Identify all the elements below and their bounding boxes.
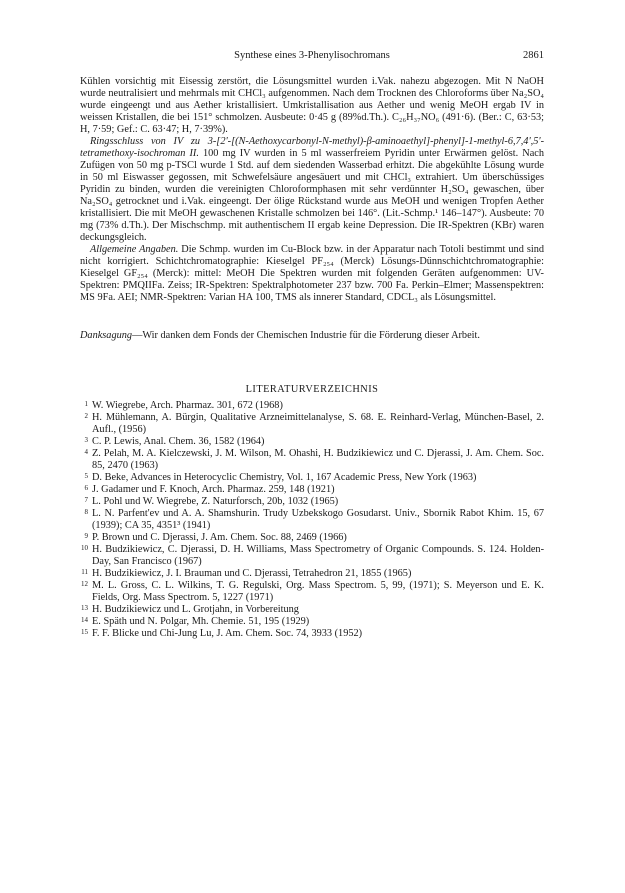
paragraph-ring-closure — [80, 136, 544, 244]
reference-item — [80, 628, 544, 640]
reference-number: 1 — [84, 400, 88, 408]
reference-number: 4 — [84, 448, 88, 456]
reference-number: 10 — [81, 544, 88, 552]
reference-number: 14 — [81, 616, 88, 624]
reference-text: W. Wiegrebe, Arch. Pharmaz. 301, 672 (1968) — [92, 400, 283, 411]
page-number: 2861 — [523, 50, 544, 61]
reference-number: 3 — [84, 436, 88, 444]
reference-number: 12 — [81, 580, 88, 588]
reference-item — [80, 508, 544, 532]
reference-text: H. Budzikiewicz, C. Djerassi, D. H. Williams, Mass Spectrometry of Organic Compounds. S. 124. Holden-Day, San Francisco (1967) — [92, 544, 544, 567]
references-title: LITERATURVERZEICHNIS — [245, 384, 379, 395]
reference-number: 15 — [81, 628, 88, 636]
reference-item — [80, 532, 544, 544]
reference-item — [80, 412, 544, 436]
body-text — [80, 76, 544, 640]
reference-text: L. N. Parfent'ev und A. A. Shamshurin. Trudy Uzbekskogo Gosudarst. Univ., Sbornik Rabot Khim. 15, 67 (1939); CA 35, 4351³ (1941) — [92, 508, 544, 531]
reference-item — [80, 436, 544, 448]
reference-number: 6 — [84, 484, 88, 492]
reference-item — [80, 400, 544, 412]
general-details-heading: Allgemeine Angaben. — [90, 244, 179, 255]
reference-item — [80, 580, 544, 604]
reference-text: H. Budzikiewicz, J. I. Brauman und C. Djerassi, Tetrahedron 21, 1855 (1965) — [92, 568, 412, 579]
paragraph-workup: Kühlen vorsichtig mit Eisessig zerstört, die Lösungsmittel wurden i.Vak. nahezu abgezogen. Mit N NaOH wurde neutralisiert und mehrmals mit CHCl₃ aufgenommen. Nach dem Trocknen des Chloroforms über Na₂SO₄ wurde eingeengt und aus Aether kristallisiert. Umkristallisation aus Aether und wenig MeOH ergab IV in weissen Kristallen, die bei 151° schmolzen. Ausbeute: 0·45 g (89%d.Th.). C₂₆H₃₇NO₆ (491·6). (Ber.: C, 63·53; H, 7·59; Gef.: C. 63·47; H, 7·39%). — [80, 76, 544, 135]
reference-text: H. Budzikiewicz und L. Grotjahn, in Vorbereitung — [92, 604, 299, 615]
reference-item — [80, 568, 544, 580]
acknowledgement-label: Danksagung — [80, 330, 133, 341]
reference-item — [80, 472, 544, 484]
reference-text: H. Mühlemann, A. Bürgin, Qualitative Arzneimittelanalyse, S. 68. E. Reinhard-Verlag, München-Basel, 2. Aufl., (1956) — [92, 412, 544, 435]
reference-number: 5 — [84, 472, 88, 480]
reference-item — [80, 496, 544, 508]
reference-number: 2 — [84, 412, 88, 420]
reference-number: 8 — [84, 508, 88, 516]
reference-text: P. Brown und C. Djerassi, J. Am. Chem. Soc. 88, 2469 (1966) — [92, 532, 347, 543]
reference-number: 11 — [81, 568, 88, 576]
reference-text: C. P. Lewis, Anal. Chem. 36, 1582 (1964) — [92, 436, 265, 447]
reference-number: 9 — [84, 532, 88, 540]
reference-text: L. Pohl und W. Wiegrebe, Z. Naturforsch, 20b, 1032 (1965) — [92, 496, 339, 507]
ring-closure-heading: Ringsschluss von IV zu 3-[2'-[(N-Aethoxycarbonyl-N-methyl)-β-aminoaethyl]-phenyl]-1-methyl-6,7,4',5'-tetramethoxy-isochroman II. — [80, 136, 544, 159]
general-details-text: Die Schmp. wurden im Cu-Block bzw. in der Apparatur nach Totoli bestimmt und sind nicht korrigiert. Schichtchromatographie: Kieselgel PF₂₅₄ (Merck) Lösungs-Dünnschichtchromatographie: Kieselgel GF₂₅₄ (Merck): mittel: MeOH Die Spektren wurden mit folgenden Geräten aufgenommen: UV-Spektren: PMQIIFa. Zeiss; IR-Spektren: Spektralphotometer 237 bzw. 700 Fa. Perkin–Elmer; Massenspektren: MS 9Fa. AEI; NMR-Spektren: Varian HA 100, TMS als innerer Standard, CDCL₃ als Lösungsmittel. — [80, 244, 544, 303]
reference-text: D. Beke, Advances in Heterocyclic Chemistry, Vol. 1, 167 Academic Press, New York (1963) — [92, 472, 477, 483]
running-header — [80, 50, 544, 64]
reference-text: M. L. Gross, C. L. Wilkins, T. G. Regulski, Org. Mass Spectrom. 5, 99, (1971); S. Meyerson und E. K. Fields, Org. Mass Spectrom. 5, 1227 (1971) — [92, 580, 544, 603]
reference-number: 13 — [81, 604, 88, 612]
reference-text: E. Späth und N. Polgar, Mh. Chemie. 51, 195 (1929) — [92, 616, 310, 627]
reference-item — [80, 448, 544, 472]
running-title: Synthese eines 3-Phenylisochromans — [234, 50, 390, 61]
reference-item — [80, 484, 544, 496]
acknowledgement — [80, 330, 544, 342]
reference-item — [80, 604, 544, 616]
reference-number: 7 — [84, 496, 88, 504]
reference-item — [80, 544, 544, 568]
reference-item — [80, 616, 544, 628]
reference-list — [80, 400, 544, 640]
reference-text: J. Gadamer und F. Knoch, Arch. Pharmaz. 259, 148 (1921) — [92, 484, 335, 495]
acknowledgement-text: —Wir danken dem Fonds der Chemischen Industrie für die Förderung dieser Arbeit. — [132, 330, 480, 341]
ring-closure-text: 100 mg IV wurden in 5 ml wasserfreiem Pyridin unter Erwärmen gelöst. Nach Zufügen von 50 mg p-TSCl wurde 1 Std. auf dem siedenden Wasserbad erhitzt. Die abgekühlte Lösung wurde in 50 ml Eiswasser gegossen, mit Schwefelsäure angesäuert und mit CHCl₃ extrahiert. Um überschüssiges Pyridin zu binden, wurden die vereinigten Chloroformphasen mit sehr verdünnter H₂SO₄ gewaschen, über Na₂SO₄ getrocknet und i.Vak. eingeengt. Der ölige Rückstand wurde aus MeOH und wenigen Tropfen Aether kristallisiert. Die mit MeOH gewaschenen Kristalle schmolzen bei 146°. (Lit.-Schmp.¹ 146–147°). Ausbeute: 70 mg (73% d.Th.). Der Mischschmp. mit authentischem II ergab keine Depression. Die IR-Spektren (KBr) waren deckungsgleich. — [80, 148, 544, 243]
paragraph-general-details — [80, 244, 544, 304]
reference-text: F. F. Blicke und Chi-Jung Lu, J. Am. Chem. Soc. 74, 3933 (1952) — [92, 628, 363, 639]
reference-text: Z. Pelah, M. A. Kielczewski, J. M. Wilson, M. Ohashi, H. Budzikiewicz und C. Djerassi, J. Am. Chem. Soc. 85, 2470 (1963) — [92, 448, 544, 471]
